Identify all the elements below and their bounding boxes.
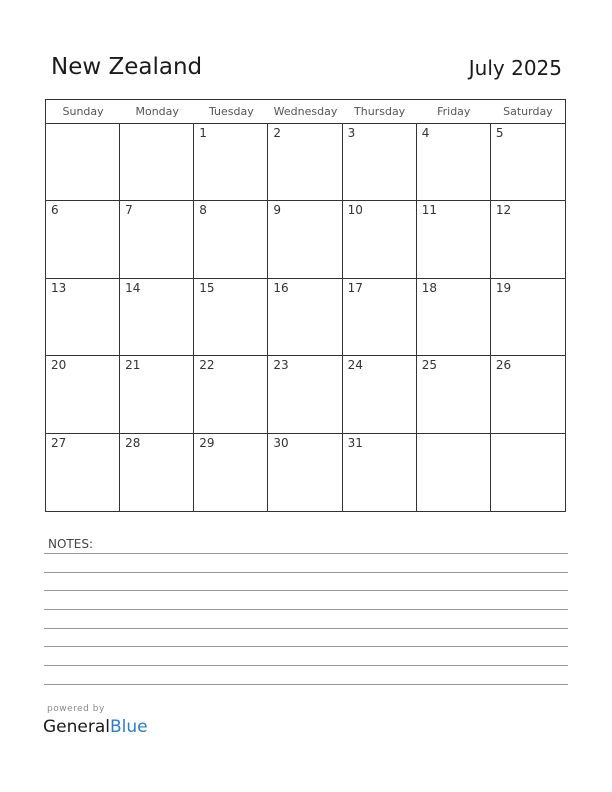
day-cell (491, 279, 565, 356)
notes-label: NOTES: (48, 537, 93, 551)
day-cell (46, 124, 120, 201)
day-cell (417, 279, 491, 356)
day-number: 25 (421, 358, 437, 373)
day-cell (491, 434, 565, 511)
logo-part-general: General (43, 717, 110, 737)
day-number: 29 (199, 435, 215, 450)
note-line (44, 553, 568, 554)
weekday-saturday: Saturday (503, 105, 553, 118)
day-cell (194, 124, 268, 201)
day-cell (417, 356, 491, 433)
day-number: 28 (125, 435, 141, 450)
powered-by-text: powered by (47, 704, 105, 714)
day-number: 31 (347, 435, 363, 450)
day-number: 9 (273, 203, 282, 218)
day-number: 18 (421, 280, 437, 295)
day-number: 3 (347, 126, 356, 140)
day-number: 30 (273, 435, 289, 450)
day-cell (343, 434, 417, 511)
day-number: 15 (199, 280, 215, 295)
calendar-table (45, 99, 566, 512)
day-cell (194, 279, 268, 356)
day-number: 1 (199, 126, 207, 140)
day-number: 10 (347, 203, 363, 218)
note-line (44, 609, 568, 610)
day-number: 17 (347, 280, 363, 295)
weekday-sunday: Sunday (62, 105, 104, 118)
day-cell (268, 356, 342, 433)
day-cell (46, 201, 120, 278)
day-cell (343, 201, 417, 278)
note-line (44, 665, 568, 666)
day-grid (46, 124, 565, 511)
note-line (44, 628, 568, 629)
weekday-header-row (46, 100, 565, 124)
day-cell (343, 279, 417, 356)
day-number: 11 (421, 203, 437, 218)
day-cell (268, 279, 342, 356)
day-cell (417, 434, 491, 511)
day-cell (417, 124, 491, 201)
day-number: 24 (347, 358, 363, 373)
day-number: 8 (199, 203, 207, 218)
day-number: 4 (421, 126, 430, 140)
day-number: 26 (495, 358, 512, 373)
day-number: 23 (273, 358, 289, 373)
day-number: 16 (273, 280, 289, 295)
day-number: 14 (125, 280, 141, 295)
weekday-friday: Friday (437, 105, 471, 118)
day-cell (417, 201, 491, 278)
weekday-tuesday: Tuesday (208, 105, 254, 118)
calendar-country-title: New Zealand (51, 54, 203, 80)
day-number: 5 (495, 126, 504, 140)
day-number: 19 (495, 280, 512, 295)
day-cell (268, 201, 342, 278)
day-cell (46, 434, 120, 511)
day-number: 22 (199, 358, 215, 373)
day-cell (194, 434, 268, 511)
day-number: 2 (273, 126, 282, 140)
calendar-month-title: July 2025 (468, 56, 562, 80)
weekday-thursday: Thursday (354, 105, 406, 118)
day-cell (120, 124, 194, 201)
day-cell (343, 356, 417, 433)
day-number: 13 (51, 280, 67, 295)
note-line (44, 572, 568, 573)
day-cell (491, 356, 565, 433)
day-number: 12 (495, 203, 512, 218)
day-cell (120, 279, 194, 356)
day-cell (194, 356, 268, 433)
day-cell (120, 201, 194, 278)
day-cell (343, 124, 417, 201)
weekday-monday: Monday (135, 105, 179, 118)
logo-part-blue: Blue (110, 717, 148, 737)
day-cell (491, 124, 565, 201)
note-line (44, 646, 568, 647)
day-cell (491, 201, 565, 278)
weekday-wednesday: Wednesday (273, 105, 338, 118)
generalblue-logo (43, 717, 148, 737)
day-cell (268, 434, 342, 511)
day-number: 7 (125, 203, 133, 218)
day-cell (120, 434, 194, 511)
day-cell (120, 356, 194, 433)
day-number: 6 (51, 203, 59, 218)
day-number: 20 (51, 358, 67, 373)
day-number: 27 (51, 435, 67, 450)
day-cell (194, 201, 268, 278)
note-line (44, 684, 568, 685)
day-cell (268, 124, 342, 201)
day-cell (46, 279, 120, 356)
note-line (44, 590, 568, 591)
day-cell (46, 356, 120, 433)
day-number: 21 (125, 358, 141, 373)
